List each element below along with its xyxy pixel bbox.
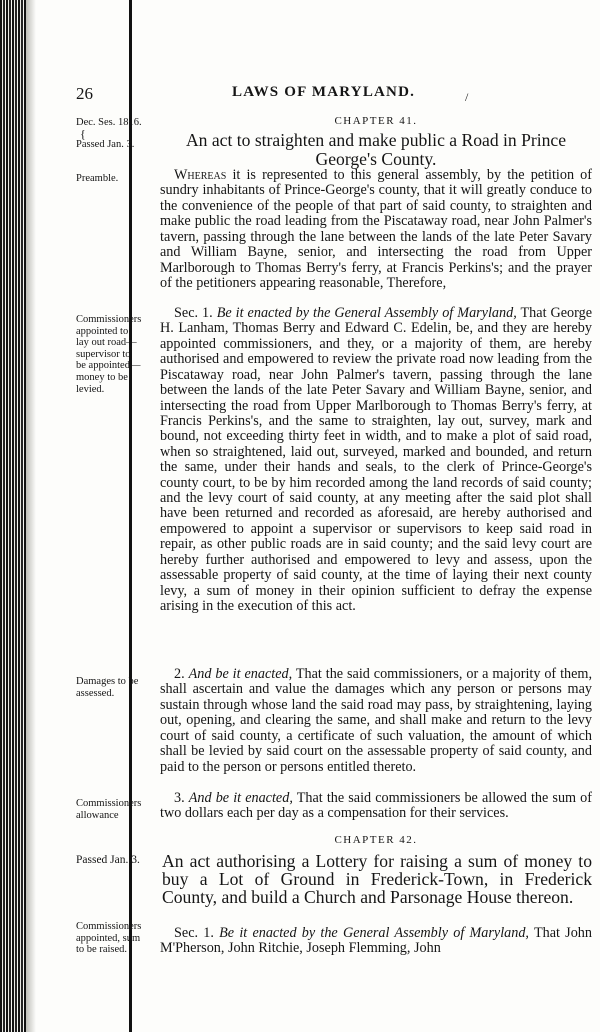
chapter-41-title-line-2: George's County.	[315, 149, 437, 169]
chapter-42-title: An act authorising a Lottery for raising a sum of money to buy a Lot of Ground in Frederick-Town, in Frederick County, and build a Church and Parsonage House thereon.	[162, 851, 592, 908]
brace-mark: {	[80, 126, 86, 141]
margin-line: appointed to	[76, 325, 129, 337]
passed-note-1: Passed Jan. 3.	[76, 138, 135, 150]
session-line: Dec. Ses. 1816.	[76, 117, 142, 128]
chapter-42-heading: CHAPTER 42.	[334, 834, 418, 846]
section-label: 2.	[174, 666, 185, 682]
running-head: LAWS OF MARYLAND.	[232, 84, 416, 100]
margin-line: to be raised.	[76, 944, 128, 956]
section-1-paragraph	[160, 306, 592, 614]
margin-preamble-note: Preamble.	[76, 173, 119, 184]
chapter-42-section-1-paragraph	[160, 926, 592, 957]
chapter-41-heading: CHAPTER 41.	[334, 115, 418, 127]
margin-lottery-note	[76, 921, 152, 956]
preamble-lead-word: Whereas	[174, 167, 227, 183]
chapter-41-title-line-1: An act to straighten and make public a Road in Prince	[185, 130, 567, 150]
margin-allowance-note	[76, 798, 152, 821]
margin-line: Commissioners	[76, 314, 142, 325]
margin-line: levied.	[76, 383, 105, 395]
margin-line: money to be	[76, 371, 128, 383]
margin-damages-note	[76, 676, 152, 699]
preamble-text: it is represented to this general assembly, by the petition of sundry inhabitants of Prince-George's county, that it will greatly conduce to the convenience of the people of that part of said county, to straighten and make public the road leading from the Piscataway road, near John Palmer's tavern, passing through the lane between the lands of the late Peter Savary and William Bayne, senior, and intersecting the road from Upper Marlborough to Thomas Berry's ferry, at Francis Perkins's; and the prayer of the petitioners appearing reasonable, Therefore,	[160, 167, 593, 291]
margin-line: Damages to be	[76, 676, 139, 687]
enacting-clause: And be it enacted,	[188, 790, 293, 806]
section-text: That George H. Lanham, Thomas Berry and Edward C. Edelin, be, and they are hereby appointed commissioners, and they, or a majority of them, are hereby authorised and empowered to review the private road now leading from the Piscataway road, near John Palmer's tavern, passing through the lane between the lands of the late Peter Savary and William Bayne, senior, and intersecting the road from Upper Marlborough to Thomas Berry's ferry, at Francis Perkins's, and the same to straighten, lay out, survey, mark and bound, not exceeding thirty feet in width, and to make a plot of said road, when so straightened, laid out, surveyed, marked and bounded, and return the same, under their hands and seals, to the clerk of Prince-George's county court, to be by him recorded among the land records of said county; and the levy court of said county, at any meeting after the said plot shall have been returned and recorded as aforesaid, are hereby authorised and empowered to appoint a supervisor or supervisors to keep said road in repair, as other public roads are in said county; and the said levy court are hereby further authorised and empowered to levy and assess, upon the assessable property of said county, at the time of laying their next county levy, a sum of money in their opinion sufficient to defray the expense arising in the execution of this act.	[160, 305, 593, 615]
binding-shadow	[26, 0, 36, 1032]
enacting-clause: And be it enacted,	[188, 666, 293, 682]
margin-line: allowance	[76, 809, 119, 821]
section-label: Sec. 1.	[174, 925, 214, 941]
margin-commissioners-note	[76, 314, 152, 395]
section-label: Sec. 1.	[174, 305, 213, 321]
section-text: That John M'Pherson, John Ritchie, Joseph Flemming, John	[160, 925, 592, 957]
margin-session-note	[76, 117, 152, 150]
section-text: That the said commissioners, or a majority of them, shall ascertain and value the damages which any person or persons may sustain through whose land the said road may pass, by straightening, laying out, opening, and clearing the same, and shall make and return to the levy court of said county, a certificate of such valuation, the amount of which shall be levied by said court on the assessable property of said county, and paid to the person or persons entitled thereto.	[160, 666, 593, 775]
stray-mark: /	[465, 90, 469, 104]
page-number: 26	[76, 84, 93, 103]
margin-line: appointed, sum	[76, 932, 141, 944]
preamble-paragraph	[160, 168, 592, 291]
margin-line: be appointed—	[76, 360, 141, 372]
section-3-paragraph	[160, 791, 592, 822]
margin-line: Commissioners	[76, 921, 142, 932]
margin-passed-note-2: Passed Jan. 3.	[76, 854, 140, 866]
margin-line: assessed.	[76, 687, 115, 699]
margin-line: supervisor to	[76, 348, 131, 360]
book-binding-edge	[0, 0, 26, 1032]
margin-rule	[129, 0, 132, 1032]
margin-line: lay out road—	[76, 337, 137, 349]
margin-line: Commissioners	[76, 798, 142, 809]
section-text: That the said commissioners be allowed the sum of two dollars each per day as a compensation for their services.	[160, 790, 592, 822]
section-2-paragraph	[160, 667, 592, 775]
enacting-clause: Be it enacted by the General Assembly of Maryland,	[219, 925, 529, 941]
section-label: 3.	[174, 790, 185, 806]
enacting-clause: Be it enacted by the General Assembly of Maryland,	[216, 305, 517, 321]
